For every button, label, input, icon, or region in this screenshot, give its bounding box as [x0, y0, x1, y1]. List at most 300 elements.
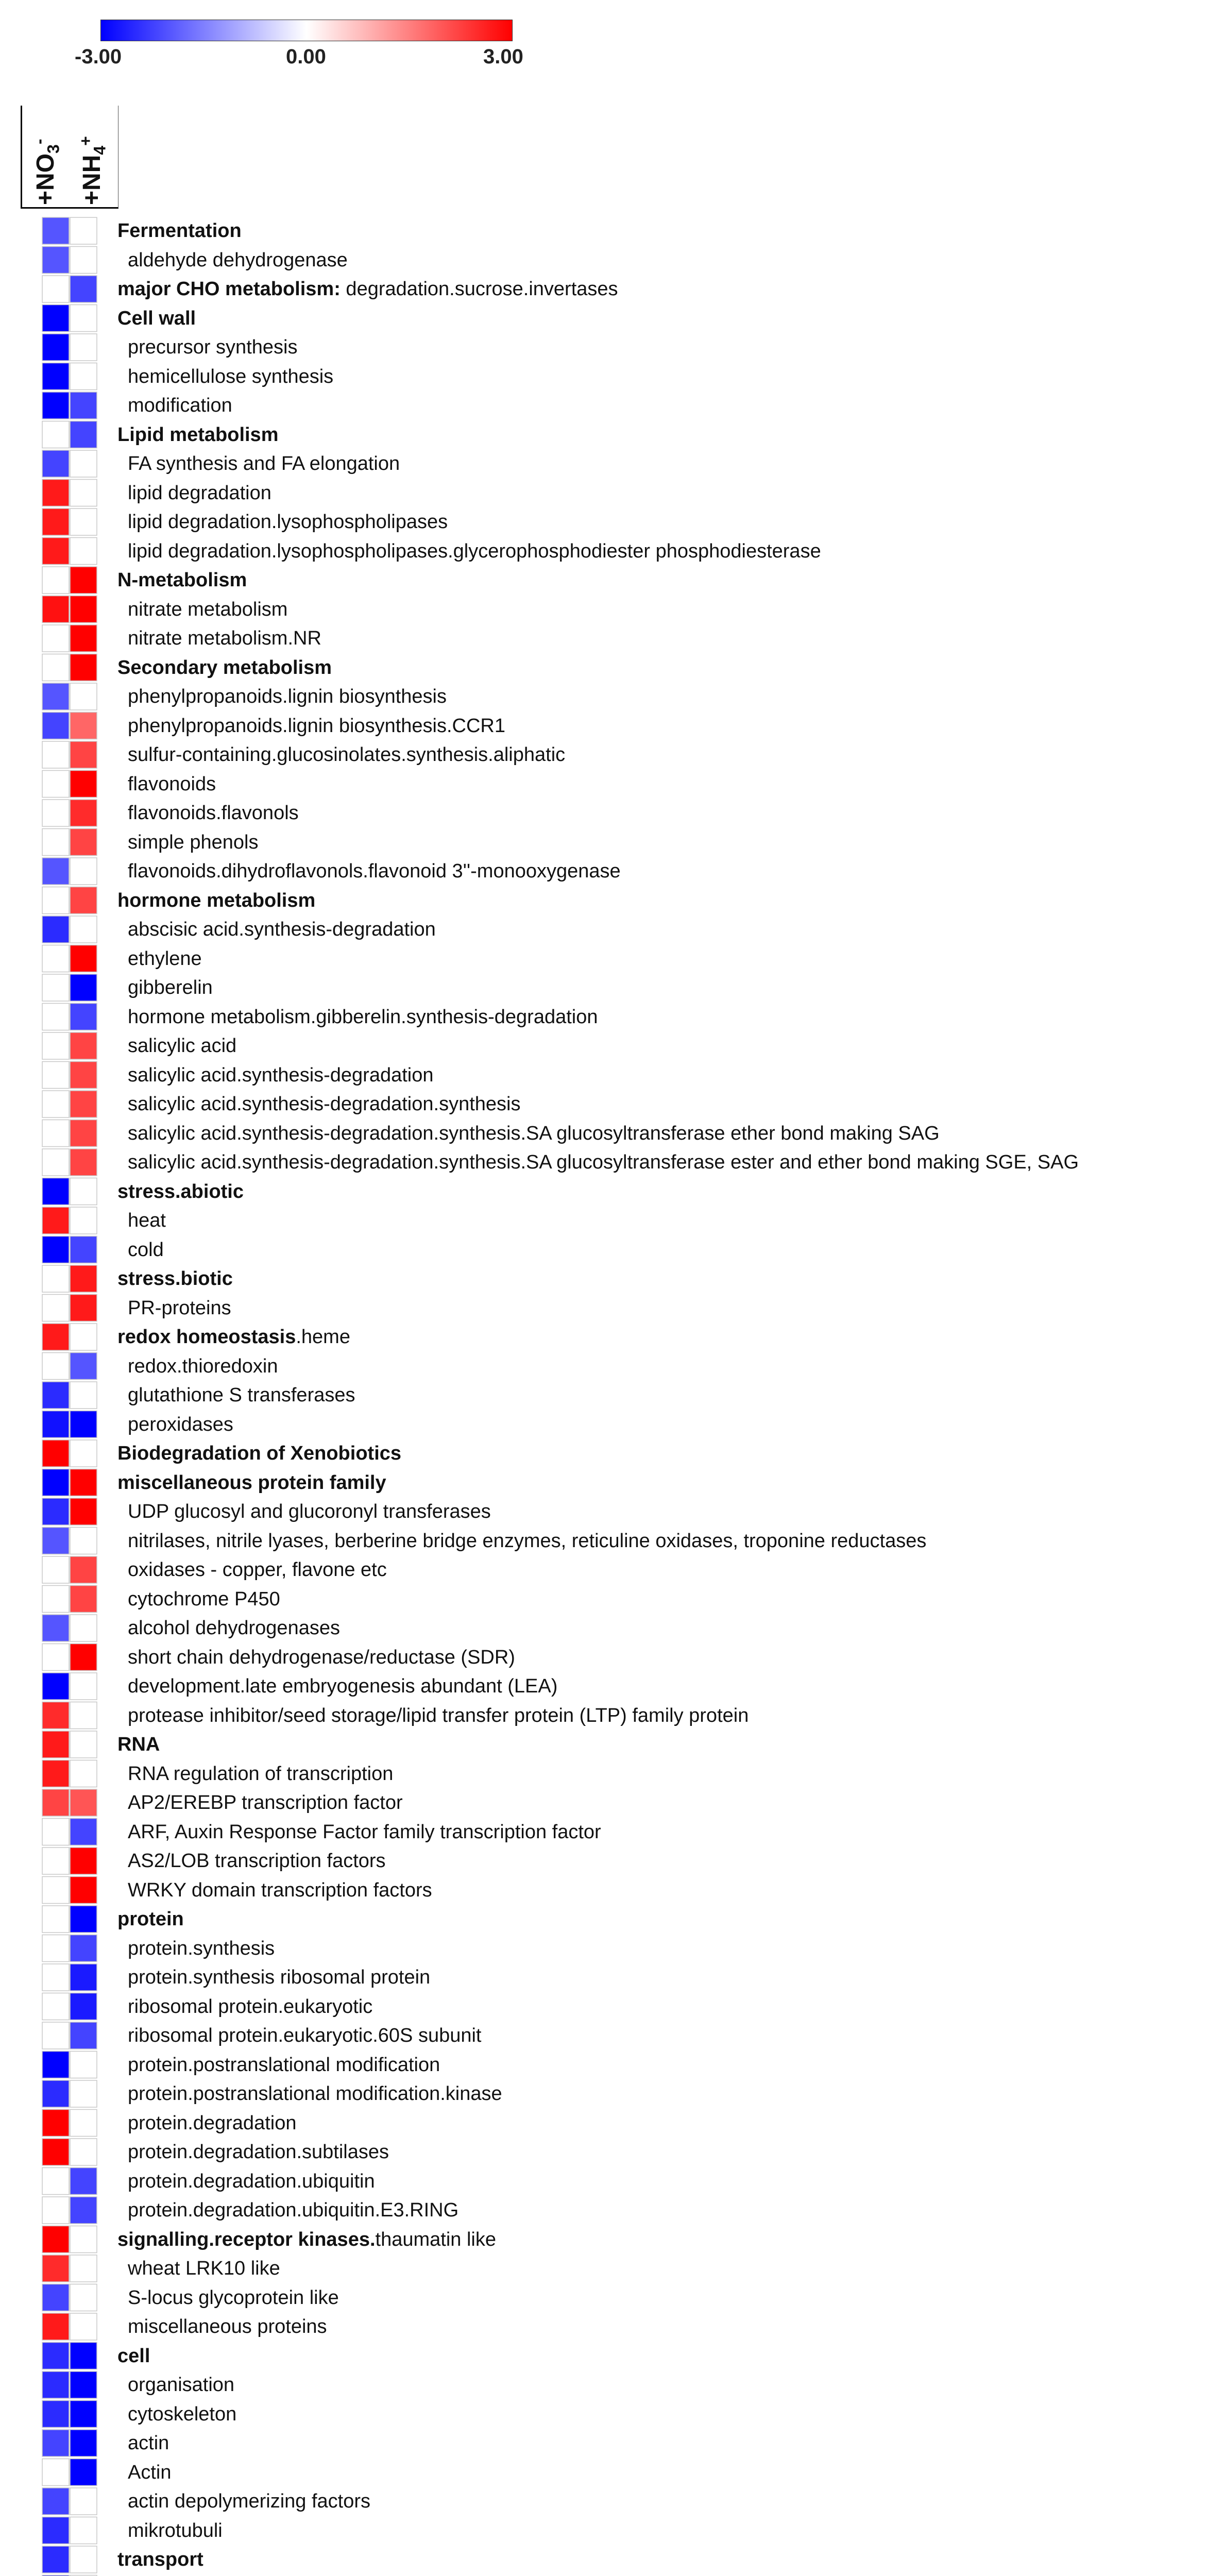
heatmap-cell [70, 1498, 97, 1525]
row-label-text: protein.degradation.subtilases [128, 2141, 389, 2163]
row-label [128, 861, 621, 881]
heatmap-cell [42, 1120, 69, 1147]
heatmap-cell [70, 1935, 97, 1962]
heatmap-cell [42, 1644, 69, 1671]
color-scale-max-label: 3.00 [483, 45, 523, 68]
row-label [128, 920, 436, 939]
heatmap-cell [70, 2546, 97, 2573]
row-label-text: Actin [128, 2461, 172, 2483]
heatmap-cell [42, 2255, 69, 2282]
row-label [128, 949, 202, 969]
row-label-text: protease inhibitor/seed storage/lipid transfer protein (LTP) family protein [128, 1704, 749, 1726]
color-scale-mid-label: 0.00 [286, 45, 326, 68]
heatmap-cell [70, 713, 97, 739]
category-label [117, 1327, 350, 1347]
row-label-text: glutathione S transferases [128, 1384, 355, 1406]
category-label [117, 570, 247, 590]
row-label-text: hormone metabolism.gibberelin.synthesis-degradation [128, 1006, 598, 1028]
heatmap-cell [42, 1032, 69, 1059]
heatmap-cell [70, 2052, 97, 2078]
heatmap-cell [70, 2080, 97, 2107]
row-label-text: AS2/LOB transcription factors [128, 1850, 386, 1872]
row-label [128, 1793, 403, 1812]
heatmap-cell [42, 1149, 69, 1176]
heatmap-cell [42, 1295, 69, 1321]
row-label-text: lipid degradation [128, 482, 271, 504]
column-header-no3: $+NO_3^-$ [30, 139, 63, 205]
heatmap-cell [42, 1731, 69, 1758]
row-label-text: flavonoids.flavonols [128, 802, 299, 824]
row-label-text: alcohol dehydrogenases [128, 1617, 340, 1639]
heatmap-cell [70, 2430, 97, 2456]
heatmap-cell [70, 1906, 97, 1933]
row-label-text: protein [117, 1908, 184, 1930]
row-label [128, 1385, 355, 1405]
row-label-text: salicylic acid.synthesis-degradation.synthesis.SA glucosyltransferase ester and ether bond making SGE, SAG [128, 1151, 1079, 1173]
heatmap-cell [42, 538, 69, 565]
row-label [128, 1939, 275, 1958]
heatmap-cell [70, 1731, 97, 1758]
category-label [117, 1269, 233, 1289]
heatmap-cell [70, 1149, 97, 1176]
row-label [128, 2404, 236, 2424]
heatmap-cell [42, 1789, 69, 1816]
heatmap-cell [70, 1353, 97, 1380]
heatmap-cell [42, 1615, 69, 1641]
row-label [128, 250, 348, 270]
heatmap-cell [42, 654, 69, 681]
row-label [128, 2259, 280, 2278]
heatmap-cell [70, 1324, 97, 1350]
heatmap-cell [42, 334, 69, 361]
heatmap-cell [70, 1964, 97, 1991]
heatmap-cell [70, 625, 97, 652]
row-label [128, 1706, 749, 1725]
heatmap-cell [42, 1906, 69, 1933]
row-label-text: UDP glucosyl and glucoronyl transferases [128, 1501, 491, 1522]
row-label-text: cell [117, 2345, 150, 2367]
row-label [128, 512, 448, 532]
row-label [128, 1851, 386, 1871]
row-label [128, 1676, 557, 1696]
heatmap-cell [42, 1556, 69, 1583]
row-label [128, 2113, 296, 2133]
row-label-text: major CHO metabolism: [117, 278, 341, 300]
heatmap-cell [42, 829, 69, 856]
row-label-text: sulfur-containing.glucosinolates.synthesis.aliphatic [128, 744, 566, 766]
row-label [128, 1065, 434, 1085]
heatmap-cell [70, 916, 97, 943]
heatmap-cell [70, 1178, 97, 1205]
row-label-text: gibberelin [128, 977, 213, 998]
heatmap-cell [70, 392, 97, 419]
row-label-text: mikrotubuli [128, 2519, 223, 2541]
heatmap-cell [70, 1236, 97, 1263]
row-label-text: Biodegradation of Xenobiotics [117, 1443, 402, 1464]
category-label [117, 221, 242, 241]
color-scale-min-label: -3.00 [75, 45, 122, 68]
row-label-text: S-locus glycoprotein like [128, 2286, 339, 2309]
row-label-text: protein.degradation [128, 2112, 297, 2134]
category-label [117, 309, 196, 328]
row-label [128, 2492, 370, 2511]
row-label-text: salicylic acid.synthesis-degradation.synthesis [128, 1093, 521, 1115]
heatmap-cell [42, 2168, 69, 2195]
heatmap-cell [70, 887, 97, 914]
heatmap-cell [42, 1964, 69, 1991]
row-label [128, 1531, 926, 1551]
row-label [128, 1822, 601, 1842]
heatmap-cell [42, 1411, 69, 1438]
heatmap-cell [70, 1848, 97, 1874]
row-label-text: development.late embryogenesis abundant (LEA) [128, 1675, 558, 1697]
heatmap-cell [42, 1877, 69, 1904]
row-label-text: protein.postranslational modification.kinase [128, 2083, 502, 2105]
row-label [128, 2142, 389, 2162]
row-label-text: cold [128, 1239, 164, 1261]
heatmap-cell [70, 2517, 97, 2544]
heatmap-cell [42, 2488, 69, 2515]
row-label [128, 1357, 278, 1376]
heatmap-cell [70, 1411, 97, 1438]
heatmap-cell [42, 887, 69, 914]
row-label [128, 1036, 236, 1056]
row-label-text: organisation [128, 2374, 235, 2396]
row-label [128, 2288, 339, 2308]
row-label-text: salicylic acid [128, 1035, 237, 1057]
heatmap-cell [42, 625, 69, 652]
row-label-text: cytochrome P450 [128, 1588, 280, 1610]
row-label-suffix: degradation.sucrose.invertases [340, 278, 618, 300]
row-label-text: lipid degradation.lysophospholipases [128, 511, 448, 533]
row-label-text: protein.synthesis ribosomal protein [128, 1967, 431, 1988]
row-label [128, 1880, 432, 1900]
row-label-text: redox homeostasis [117, 1326, 296, 1348]
row-label-text: signalling.receptor kinases. [117, 2228, 376, 2250]
heatmap-cell [42, 247, 69, 274]
row-label [128, 774, 216, 794]
row-label-text: wheat LRK10 like [128, 2258, 280, 2279]
row-label [128, 1007, 598, 1027]
row-label [128, 367, 333, 386]
row-label [128, 978, 213, 997]
row-label [128, 833, 258, 852]
category-label [117, 2230, 496, 2249]
heatmap-cell [42, 1760, 69, 1787]
category-label [117, 658, 332, 677]
heatmap-cell [70, 974, 97, 1001]
row-label-text: nitrate metabolism [128, 598, 288, 620]
row-label-text: protein.degradation.ubiquitin.E3.RING [128, 2199, 459, 2221]
heatmap-cell [42, 741, 69, 768]
row-label-text: N-metabolism [117, 569, 247, 591]
row-label-text: aldehyde dehydrogenase [128, 249, 348, 271]
heatmap-cell [70, 829, 97, 856]
heatmap-cell [70, 1760, 97, 1787]
heatmap-cell [70, 1644, 97, 1671]
row-label [128, 541, 821, 561]
heatmap-cell [70, 858, 97, 885]
heatmap-cell [42, 1062, 69, 1089]
heatmap-cell [42, 2110, 69, 2137]
row-label [128, 1968, 430, 1987]
row-label-text: Fermentation [117, 220, 242, 242]
row-label [128, 2084, 502, 2104]
category-label [117, 1444, 401, 1463]
heatmap-cell [70, 1032, 97, 1059]
heatmap-cell [42, 217, 69, 244]
heatmap-cell [70, 2226, 97, 2253]
heatmap-cell [42, 2546, 69, 2573]
heatmap-cell [70, 363, 97, 390]
heatmap-cell [70, 1295, 97, 1321]
heatmap-cell [42, 2401, 69, 2428]
row-label [128, 1153, 1079, 1172]
heatmap-cell [42, 1178, 69, 1205]
heatmap-cell [42, 2080, 69, 2107]
row-label-text: PR-proteins [128, 1297, 231, 1319]
heatmap-cell [70, 1440, 97, 1467]
row-label [128, 2026, 482, 2045]
category-label [117, 1909, 184, 1929]
row-label-text: stress.biotic [117, 1268, 233, 1290]
row-label [128, 1997, 372, 2016]
heatmap-cell [42, 771, 69, 798]
row-label [128, 1240, 164, 1260]
heatmap-cell [70, 1556, 97, 1583]
row-label [128, 716, 505, 736]
heatmap-cell [70, 2284, 97, 2311]
row-label-text: nitrilases, nitrile lyases, berberine bridge enzymes, reticuline oxidases, troponine reductases [128, 1530, 927, 1552]
row-label-text: lipid degradation.lysophospholipases.glycerophosphodiester phosphodiesterase [128, 540, 821, 562]
heatmap-cell [70, 1062, 97, 1089]
heatmap-cell [70, 538, 97, 565]
heatmap-cell [42, 509, 69, 535]
row-label-text: ARF, Auxin Response Factor family transcription factor [128, 1821, 601, 1843]
category-label [117, 1473, 386, 1493]
row-label [128, 2375, 234, 2395]
heatmap-cell [70, 2197, 97, 2224]
row-label-text: WRKY domain transcription factors [128, 1879, 432, 1901]
row-label [128, 2317, 327, 2336]
heatmap-cell [42, 392, 69, 419]
heatmap-cell [70, 741, 97, 768]
row-label [128, 1764, 393, 1784]
row-label-text: RNA regulation of transcription [128, 1762, 394, 1785]
row-label [128, 2433, 169, 2453]
heatmap-cell [42, 1586, 69, 1613]
row-label-text: stress.abiotic [117, 1180, 244, 1202]
heatmap-cell [70, 683, 97, 710]
row-label-text: protein.postranslational modification [128, 2054, 440, 2076]
heatmap-cell [70, 1382, 97, 1409]
heatmap-cell [42, 683, 69, 710]
row-label [128, 2463, 171, 2482]
row-label-text: salicylic acid.synthesis-degradation.synthesis.SA glucosyltransferase ether bond making SAG [128, 1122, 940, 1144]
row-label-text: AP2/EREBP transcription factor [128, 1792, 403, 1814]
heatmap-cell [70, 2255, 97, 2282]
row-label [128, 337, 297, 357]
heatmap-cell [42, 858, 69, 885]
heatmap-cell [70, 1615, 97, 1641]
heatmap-cell [70, 771, 97, 798]
heatmap-cell [42, 916, 69, 943]
category-label [117, 1182, 244, 1201]
heatmap-cell [42, 480, 69, 506]
row-label-text: ribosomal protein.eukaryotic.60S subunit [128, 2025, 482, 2046]
row-label-text: miscellaneous proteins [128, 2316, 327, 2337]
heatmap-cell [70, 2110, 97, 2137]
row-label [128, 483, 271, 503]
row-label [128, 1502, 491, 1521]
heatmap-cell [70, 2371, 97, 2398]
heatmap-cell [70, 2401, 97, 2428]
heatmap-cell [42, 450, 69, 477]
heatmap-cell [42, 305, 69, 332]
row-label [128, 2055, 440, 2075]
heatmap-cell [42, 2139, 69, 2165]
heatmap-cell [70, 945, 97, 972]
row-label [128, 687, 447, 706]
row-label [128, 1094, 520, 1114]
row-label [128, 2521, 223, 2540]
heatmap-cell [70, 276, 97, 302]
heatmap-cell [42, 2313, 69, 2340]
row-label-text: RNA [117, 1734, 160, 1755]
heatmap-cell [70, 509, 97, 535]
heatmap-cell [42, 1673, 69, 1700]
row-label-text: ribosomal protein.eukaryotic [128, 1995, 373, 2018]
heatmap-cell [70, 1469, 97, 1496]
row-label-text: simple phenols [128, 831, 259, 853]
heatmap-cell [42, 974, 69, 1001]
row-label-text: flavonoids.dihydroflavonols.flavonoid 3''-monooxygenase [128, 860, 621, 882]
row-label-text: heat [128, 1210, 166, 1231]
row-label-text: miscellaneous protein family [117, 1471, 386, 1494]
row-label-text: phenylpropanoids.lignin biosynthesis.CCR1 [128, 715, 505, 737]
heatmap-cell [42, 567, 69, 594]
heatmap-cell [70, 305, 97, 332]
row-label [128, 803, 299, 823]
heatmap-cell [70, 1207, 97, 1234]
row-label [128, 745, 565, 765]
heatmap-cell [42, 945, 69, 972]
row-label-text: hormone metabolism [117, 889, 316, 911]
row-label [128, 1415, 233, 1434]
heatmap-cell [42, 1819, 69, 1845]
heatmap-cell [70, 2343, 97, 2369]
heatmap-cell [70, 596, 97, 623]
row-label [128, 1560, 387, 1580]
heatmap-cell [70, 1528, 97, 1554]
row-label-text: phenylpropanoids.lignin biosynthesis [128, 686, 447, 707]
row-label-text: actin depolymerizing factors [128, 2490, 370, 2512]
row-label [128, 396, 232, 415]
row-label [128, 1211, 166, 1230]
category-label [117, 891, 315, 910]
heatmap-cell [70, 421, 97, 448]
heatmap-cell [42, 1498, 69, 1525]
heatmap-cell [70, 480, 97, 506]
row-label [128, 1124, 940, 1143]
heatmap-cell [70, 1877, 97, 1904]
row-label-text: oxidases - copper, flavone etc [128, 1559, 387, 1581]
heatmap-cell [70, 1673, 97, 1700]
heatmap-cell [70, 1993, 97, 2020]
category-label [117, 1735, 160, 1754]
heatmap-cell [42, 1440, 69, 1467]
row-label-text: hemicellulose synthesis [128, 365, 334, 387]
row-label [128, 2200, 458, 2220]
heatmap-cell [42, 1993, 69, 2020]
row-label [128, 454, 400, 473]
column-header-nh4: $+NH_4^+$ [76, 136, 109, 205]
heatmap-cell [70, 2313, 97, 2340]
heatmap-cell [42, 1324, 69, 1350]
row-label-suffix: thaumatin like [375, 2228, 496, 2250]
category-label [117, 425, 278, 445]
row-label-text: FA synthesis and FA elongation [128, 453, 400, 474]
row-label-text: precursor synthesis [128, 336, 298, 358]
heatmap-cell [70, 567, 97, 594]
heatmap-cell [42, 2052, 69, 2078]
heatmap-cell [42, 1469, 69, 1496]
heatmap-cell [42, 1236, 69, 1263]
row-label-text: flavonoids [128, 773, 216, 795]
row-label-text: abscisic acid.synthesis-degradation [128, 919, 436, 940]
heatmap-cell [70, 1120, 97, 1147]
heatmap-cell [42, 276, 69, 302]
category-label [117, 279, 618, 299]
heatmap-cell [42, 1935, 69, 1962]
heatmap-cell [42, 713, 69, 739]
row-label-text: actin [128, 2432, 169, 2454]
row-label [128, 1648, 515, 1667]
heatmap-cell [70, 1586, 97, 1613]
heatmap-cell [70, 2488, 97, 2515]
heatmap-cell [42, 421, 69, 448]
heatmap-cell [42, 1265, 69, 1292]
heatmap-cell [70, 1004, 97, 1030]
heatmap-cell [42, 1528, 69, 1554]
heatmap-cell [70, 334, 97, 361]
heatmap-cell [42, 2197, 69, 2224]
heatmap-cell [42, 2459, 69, 2486]
category-label [117, 2346, 150, 2366]
heatmap-cell [42, 2284, 69, 2311]
heatmap-cell [70, 2168, 97, 2195]
heatmap-cell [42, 596, 69, 623]
row-label-text: peroxidases [128, 1413, 233, 1435]
row-label-text: cytoskeleton [128, 2403, 237, 2425]
row-label [128, 1589, 280, 1609]
heatmap-cell [70, 2459, 97, 2486]
row-label-text: salicylic acid.synthesis-degradation [128, 1064, 434, 1086]
heatmap-cell [70, 2139, 97, 2165]
row-label-text: nitrate metabolism.NR [128, 628, 321, 649]
heatmap-cell [42, 1353, 69, 1380]
heatmap-cell [42, 1207, 69, 1234]
row-label-text: Cell wall [117, 307, 196, 329]
category-label [117, 2550, 203, 2569]
heatmap-cell [70, 247, 97, 274]
heatmap-cell [70, 450, 97, 477]
heatmap-cell [70, 1702, 97, 1729]
heatmap-cell [70, 1091, 97, 1117]
heatmap-cell [70, 1265, 97, 1292]
heatmap-cell [70, 1819, 97, 1845]
row-label [128, 1618, 340, 1638]
